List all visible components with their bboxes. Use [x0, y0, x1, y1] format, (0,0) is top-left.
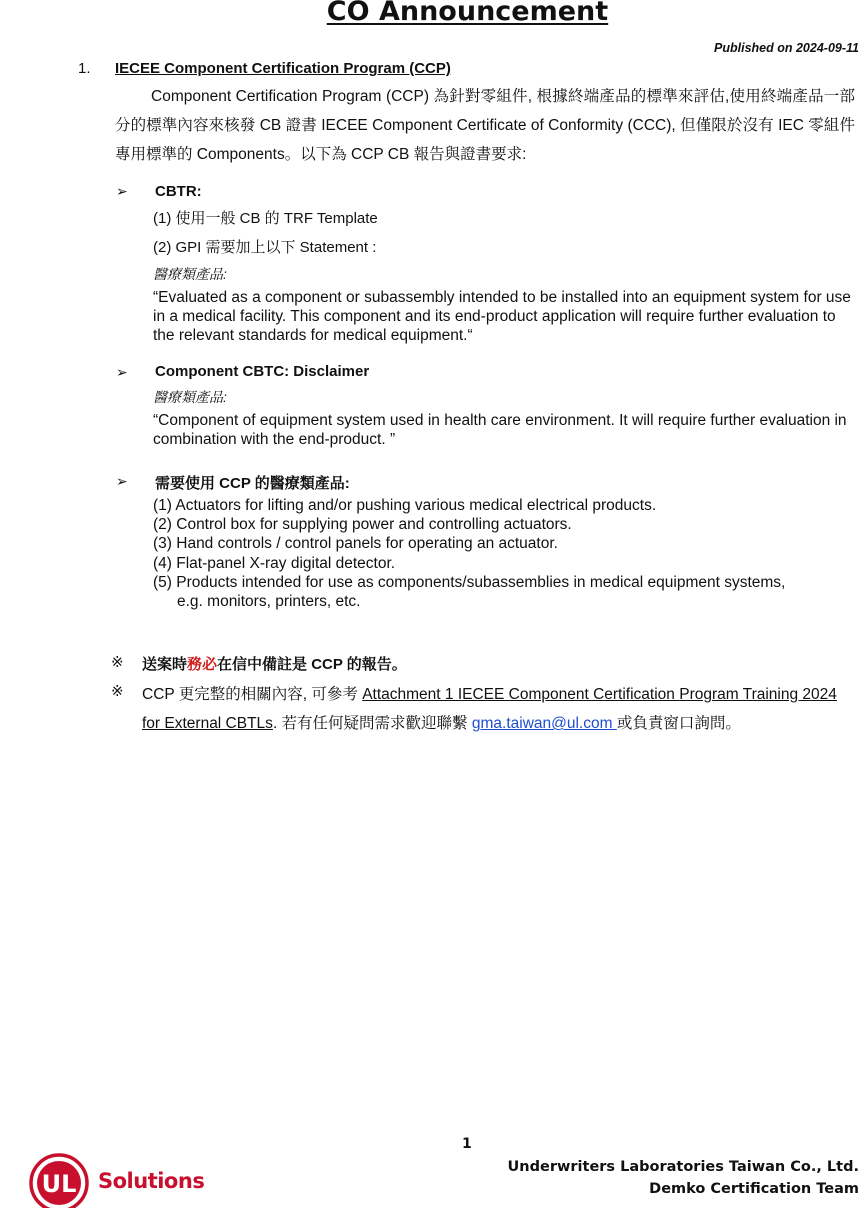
list-item: (3) Hand controls / control panels for operating an actuator. [153, 535, 558, 553]
page-title: CO Announcement [326, 0, 609, 27]
cbtc-heading: Component CBTC: Disclaimer [155, 363, 370, 380]
note-1-text: 送案時 [142, 656, 188, 673]
logo-text: Solutions [98, 1169, 205, 1193]
attachment-link[interactable]: Attachment 1 IECEE Component Certification Program Training 2024 for External CBTLs [142, 686, 837, 732]
list-item: (4) Flat-panel X-ray digital detector. [153, 554, 396, 572]
cbtr-item-1: (1) 使用一般 CB 的 TRF Template [153, 210, 378, 227]
note-1-text-end: 在信中備註是 CCP 的報告。 [217, 656, 407, 673]
cbtr-item-2: (2) GPI 需要加上以下 Statement : [153, 239, 377, 256]
note-1 [142, 653, 407, 674]
section-intro [115, 82, 855, 169]
company-info [508, 1156, 859, 1200]
cbtc-medical-label: 醫療類產品: [153, 389, 227, 405]
section-title: IECEE Component Certification Program (CCP) [115, 60, 451, 77]
reference-mark-icon: ※ [111, 683, 124, 700]
note-2-text: CCP 更完整的相關內容, 可參考 [142, 686, 363, 703]
logo-letters: UL [41, 1170, 77, 1198]
cbtc-statement: “Component of equipment system used in health care environment. It will require further evaluation in combination with the end-product. ” [153, 412, 847, 448]
note-1-emphasis: 務必 [187, 656, 218, 673]
cbtr-statement: “Evaluated as a component or subassembly intended to be installed into an equipment system for use in a medical facility. This component and its end-product application will require further evaluation to the relevant standards for medical equipment.“ [153, 289, 851, 344]
note-2-text-mid: . 若有任何疑問需求歡迎聯繫 [272, 715, 472, 732]
medical-heading: 需要使用 CCP 的醫療類產品: [155, 475, 350, 492]
section-number: 1. [78, 60, 91, 77]
arrow-bullet-icon: ➢ [116, 364, 128, 380]
list-item-continuation: e.g. monitors, printers, etc. [177, 593, 361, 611]
list-item: (1) Actuators for lifting and/or pushing various medical electrical products. [153, 497, 657, 514]
medical-list [153, 496, 785, 611]
cbtr-medical-label: 醫療類產品: [153, 266, 227, 282]
company-name: Underwriters Laboratories Taiwan Co., Ltd. [507, 1159, 859, 1175]
arrow-bullet-icon: ➢ [116, 183, 128, 199]
list-item: (2) Control box for supplying power and controlling actuators. [153, 516, 572, 534]
company-team: Demko Certification Team [649, 1181, 859, 1197]
arrow-bullet-icon: ➢ [116, 473, 128, 489]
email-link[interactable]: gma.taiwan@ul.com [471, 715, 617, 732]
note-2-text-end: 或負責窗口詢問。 [616, 715, 741, 732]
reference-mark-icon: ※ [111, 654, 124, 671]
published-date: Published on 2024-09-11 [714, 41, 859, 55]
cbtr-heading: CBTR: [155, 183, 202, 200]
note-2 [142, 680, 854, 738]
list-item: (5) Products intended for use as components/subassemblies in medical equipment systems, [153, 573, 786, 591]
page-number: 1 [462, 1136, 472, 1152]
intro-text: Component Certification Program (CCP) 為針對零組件, 根據終端產品的標準來評估,使用終端產品一部分的標準內容來核發 CB 證書 IECEE Component Certificate of Conformity (CCC), 但僅限於沒有 IEC 零組件專用標準的 Components。以下為 CCP CB 報告與證書要求: [115, 88, 855, 163]
